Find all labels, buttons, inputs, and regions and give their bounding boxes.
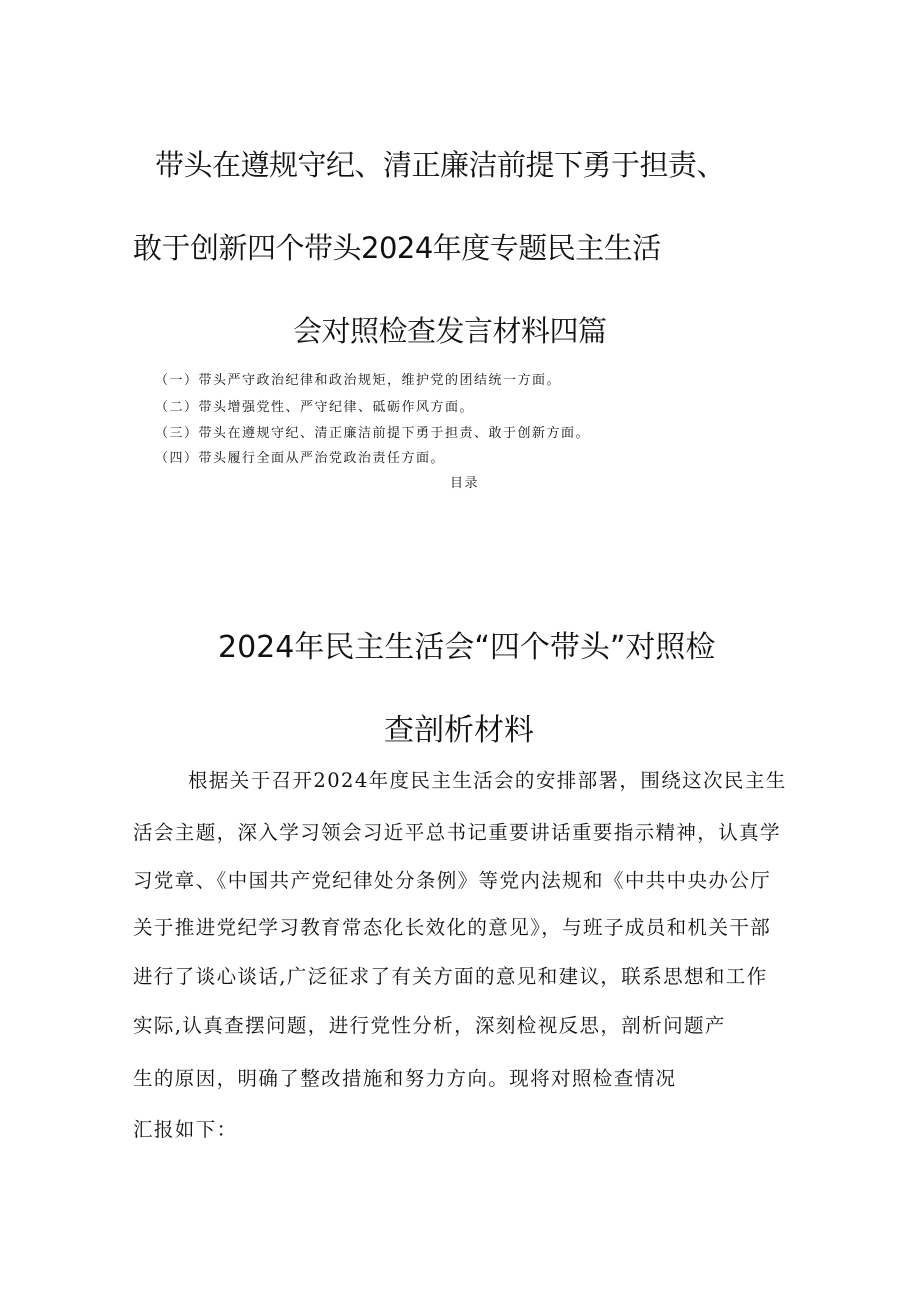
body-line: 习党章、《中国共产党纪律处分条例》等党内法规和《中共中央办公厅 <box>133 869 772 892</box>
document-title-line-1: 带头在遵规守纪、清正廉洁前提下勇于担责、 <box>155 148 726 182</box>
body-line: 活会主题，深入学习领会习近平总书记重要讲话重要指示精神，认真学 <box>133 821 781 844</box>
body-line: 进行了谈心谈话,广泛征求了有关方面的意见和建议，联系思想和工作 <box>133 965 768 988</box>
toc-item: （二）带头增强党性、严守纪律、砥砺作风方面。 <box>155 400 475 415</box>
toc-item: （一）带头严守政治纪律和政治规矩，维护党的团结统一方面。 <box>155 373 562 388</box>
article-title-line-2: 查剖析材料 <box>384 713 534 748</box>
document-title-line-2: 敢于创新四个带头2024年度专题民主生活 <box>133 231 661 265</box>
toc-label: 目录 <box>450 476 480 491</box>
body-line: 生的原因，明确了整改措施和努力方向。现将对照检查情况 <box>133 1067 677 1090</box>
body-line: 根据关于召开2024年度民主生活会的安排部署，围绕这次民主生 <box>188 769 787 792</box>
body-line: 汇报如下： <box>133 1118 238 1141</box>
toc-item: （三）带头在遵规守纪、清正廉洁前提下勇于担责、敢于创新方面。 <box>155 426 591 441</box>
body-line: 关于推进党纪学习教育常态化长效化的意见》，与班子成员和机关干部 <box>133 916 772 939</box>
article-title-line-1: 2024年民主生活会“四个带头”对照检 <box>218 630 716 665</box>
body-line: 实际,认真查摆问题，进行党性分析，深刻检视反思，剖析问题产 <box>133 1014 726 1037</box>
toc-item: （四）带头履行全面从严治党政治责任方面。 <box>155 451 446 466</box>
document-title-line-3: 会对照检查发言材料四篇 <box>293 314 607 348</box>
